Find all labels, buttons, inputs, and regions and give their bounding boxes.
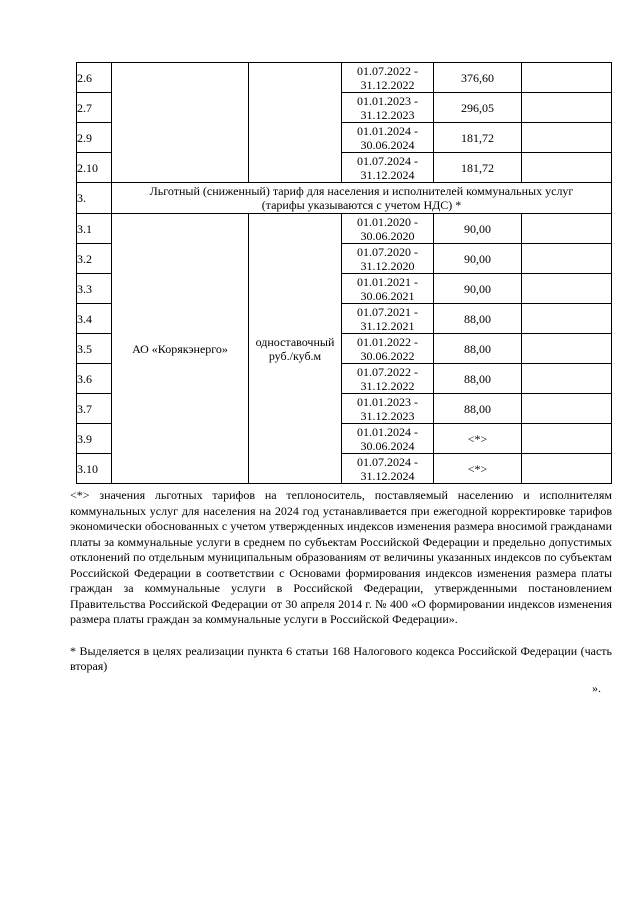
tariff-value: 88,00: [434, 364, 522, 394]
period-end: 30.06.2022: [360, 348, 415, 363]
row-number: 2.6: [77, 63, 112, 93]
period-end: 31.12.2024: [360, 167, 415, 182]
period-end: 31.12.2021: [360, 318, 415, 333]
period-cell: [342, 424, 434, 454]
closing-quote: ».: [592, 681, 601, 695]
tariff-value: 88,00: [434, 394, 522, 424]
empty-cell: [522, 214, 612, 244]
tariff-value: 296,05: [434, 93, 522, 123]
row-number: 2.9: [77, 123, 112, 153]
period-cell: [342, 334, 434, 364]
period-start: 01.07.2024 -: [357, 454, 418, 469]
row-number: 3.9: [77, 424, 112, 454]
period-end: 31.12.2023: [360, 408, 415, 423]
period-end: 30.06.2021: [360, 288, 415, 303]
period-end: 31.12.2022: [360, 77, 415, 92]
period-end: 31.12.2022: [360, 378, 415, 393]
period-cell: [342, 123, 434, 153]
section-number: 3.: [77, 183, 112, 214]
row-number: 2.10: [77, 153, 112, 183]
period-cell: [342, 153, 434, 183]
tariff-value: <*>: [434, 424, 522, 454]
period-start: 01.07.2020 -: [357, 244, 418, 259]
period-cell: [342, 454, 434, 484]
empty-cell: [522, 63, 612, 93]
table-row: [77, 214, 612, 244]
row-number: 3.5: [77, 334, 112, 364]
period-cell: [342, 63, 434, 93]
period-end: 30.06.2020: [360, 228, 415, 243]
empty-cell: [522, 153, 612, 183]
row-number: 3.6: [77, 364, 112, 394]
empty-cell: [522, 274, 612, 304]
period-cell: [342, 304, 434, 334]
period-start: 01.01.2023 -: [357, 394, 418, 409]
unit-cell: одноставочный руб./куб.м: [249, 214, 342, 484]
period-cell: [342, 244, 434, 274]
period-start: 01.07.2024 -: [357, 153, 418, 168]
section-subtitle: (тарифы указываются с учетом НДС) *: [261, 198, 462, 212]
period-cell: [342, 394, 434, 424]
section-title-cell: [112, 183, 612, 214]
tariff-value: 90,00: [434, 244, 522, 274]
period-cell: [342, 214, 434, 244]
period-start: 01.01.2024 -: [357, 123, 418, 138]
period-start: 01.01.2020 -: [357, 214, 418, 229]
row-number: 3.7: [77, 394, 112, 424]
tariff-table: [76, 62, 612, 484]
period-start: 01.01.2024 -: [357, 424, 418, 439]
tariff-value: 88,00: [434, 304, 522, 334]
notes: [70, 488, 612, 675]
empty-cell: [522, 244, 612, 274]
tariff-value: 376,60: [434, 63, 522, 93]
tariff-value: 88,00: [434, 334, 522, 364]
empty-cell: [522, 454, 612, 484]
row-number: 3.3: [77, 274, 112, 304]
tariff-value: 181,72: [434, 123, 522, 153]
footnote-vat: * Выделяется в целях реализации пункта 6 статьи 168 Налогового кодекса Российской Федерации (часть вторая): [70, 643, 612, 673]
row-number: 3.10: [77, 454, 112, 484]
period-cell: [342, 364, 434, 394]
tariff-value: 90,00: [434, 214, 522, 244]
period-end: 31.12.2024: [360, 468, 415, 483]
period-cell: [342, 93, 434, 123]
period-end: 30.06.2024: [360, 438, 415, 453]
period-start: 01.01.2022 -: [357, 334, 418, 349]
tariff-value: 181,72: [434, 153, 522, 183]
row-number: 3.4: [77, 304, 112, 334]
period-start: 01.07.2021 -: [357, 304, 418, 319]
empty-cell: [522, 334, 612, 364]
empty-cell: [522, 304, 612, 334]
empty-cell: [522, 93, 612, 123]
row-number: 3.2: [77, 244, 112, 274]
row-number: 3.1: [77, 214, 112, 244]
table-row: [77, 63, 612, 93]
period-start: 01.01.2023 -: [357, 93, 418, 108]
empty-cell: [522, 123, 612, 153]
period-end: 31.12.2020: [360, 258, 415, 273]
row-number: 2.7: [77, 93, 112, 123]
unit-cell: [249, 63, 342, 183]
organization-cell: АО «Корякэнерго»: [112, 214, 249, 484]
footnote-star: <*> значения льготных тарифов на теплоноситель, поставляемый населению и исполнителям коммунальных услуг для населения на 2024 год устанавливается при ежегодной корректировке тарифов экономически обоснованных с учетом утвержденных индексов изменения размера вносимой гражданами платы за коммунальные услуги в среднем по субъектам Российской Федерации и предельно допустимых отклонений по отдельным муниципальным образованиям от величины указанных индексов по субъектам Российской Федерации в соответствии с Основами формирования индексов изменения размера платы граждан за коммунальные услуги в Российской Федерации, утвержденными постановлением Правительства Российской Федерации от 30 апреля 2014 г. № 400 «О формировании индексов изменения размера платы граждан за коммунальные услуги в Российской Федерации».: [70, 488, 612, 626]
tariff-value: 90,00: [434, 274, 522, 304]
empty-cell: [522, 424, 612, 454]
organization-cell: [112, 63, 249, 183]
section-row: [77, 183, 612, 214]
empty-cell: [522, 364, 612, 394]
period-start: 01.01.2021 -: [357, 274, 418, 289]
period-start: 01.07.2022 -: [357, 364, 418, 379]
period-cell: [342, 274, 434, 304]
tariff-value: <*>: [434, 454, 522, 484]
period-start: 01.07.2022 -: [357, 63, 418, 78]
section-title: Льготный (сниженный) тариф для населения и исполнителей коммунальных услуг: [149, 184, 574, 198]
empty-cell: [522, 394, 612, 424]
period-end: 30.06.2024: [360, 137, 415, 152]
period-end: 31.12.2023: [360, 107, 415, 122]
